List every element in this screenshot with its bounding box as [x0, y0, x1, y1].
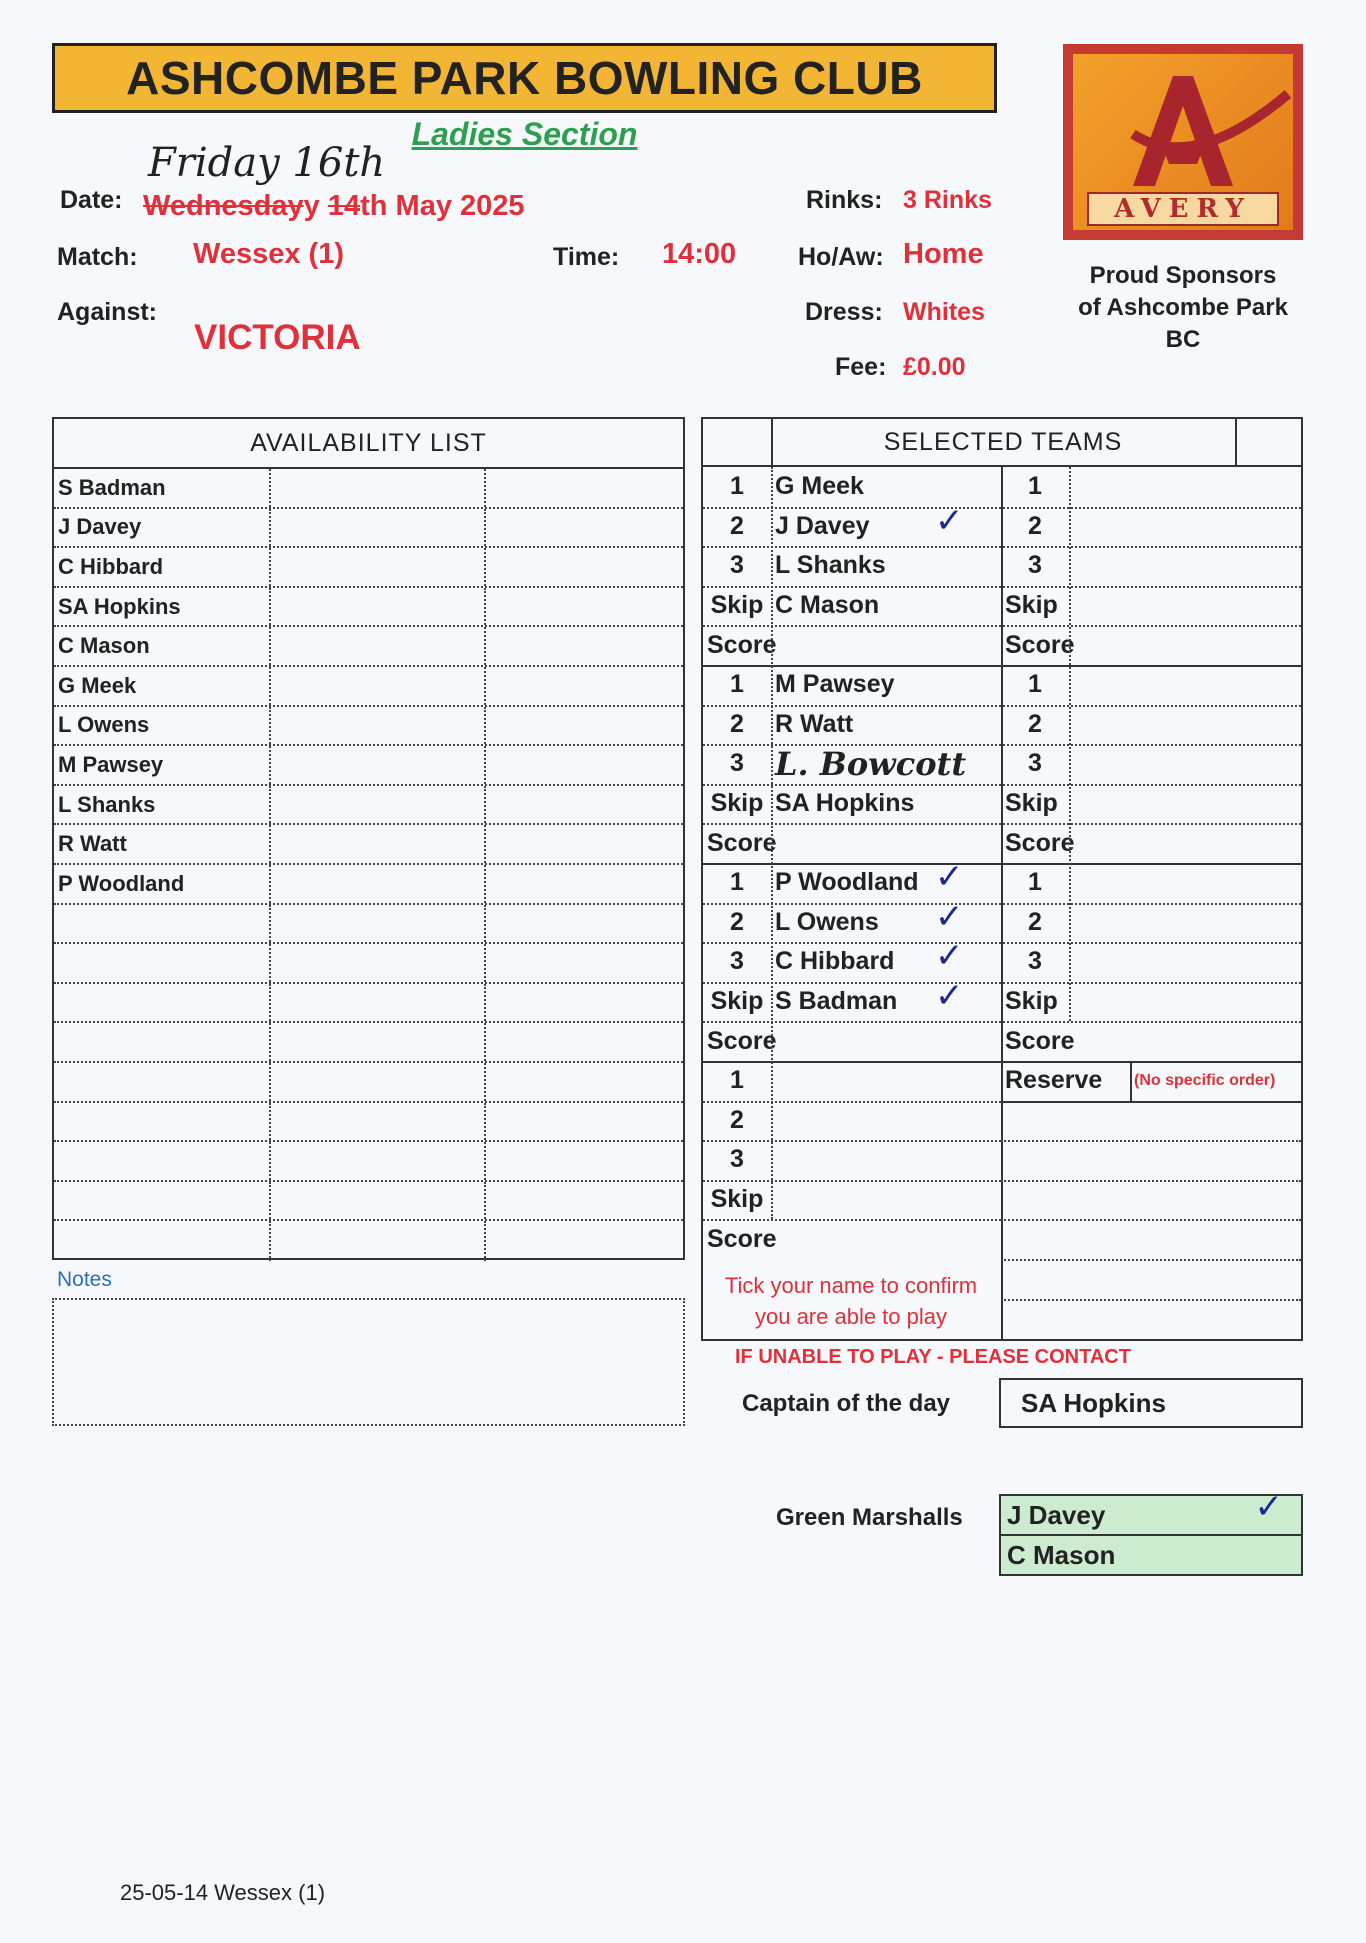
captain-label: Captain of the day — [742, 1390, 951, 1417]
availability-tick-cell[interactable] — [271, 865, 486, 903]
fee-value: £0.00 — [903, 353, 966, 381]
availability-tick-cell[interactable] — [486, 825, 683, 863]
availability-row — [54, 905, 683, 945]
date-struck-day: Wednesday — [143, 190, 304, 222]
sponsor-line-1: Proud Sponsors — [1089, 262, 1277, 289]
availability-name — [54, 905, 271, 943]
tick-mark-icon: ✓ — [935, 896, 964, 937]
availability-tick-cell[interactable] — [486, 469, 683, 507]
date-day-suffix: y — [303, 190, 320, 222]
tick-message — [701, 1270, 1001, 1332]
captain-value: SA Hopkins — [999, 1378, 1303, 1428]
time-value: 14:00 — [662, 238, 737, 270]
position-label: Skip — [1005, 591, 1058, 620]
availability-tick-cell[interactable] — [486, 707, 683, 745]
tick-mark-icon: ✓ — [935, 857, 964, 897]
date-rest: th May 2025 — [360, 190, 525, 222]
availability-tick-cell[interactable] — [271, 1023, 486, 1061]
position-label: Score — [707, 828, 777, 857]
availability-tick-cell[interactable] — [271, 627, 486, 665]
availability-row — [54, 1063, 683, 1103]
availability-tick-cell[interactable] — [271, 1063, 486, 1101]
green-marshalls-label: Green Marshalls — [776, 1504, 963, 1531]
position-label: 2 — [730, 1105, 744, 1134]
position-label: Skip — [710, 789, 764, 818]
position-label: Score — [1005, 828, 1075, 857]
availability-name: M Pawsey — [54, 746, 271, 784]
dress-label: Dress: — [805, 298, 883, 326]
position-label: Skip — [710, 987, 764, 1016]
selected-heading: SELECTED TEAMS — [883, 428, 1123, 456]
against-label: Against: — [57, 298, 157, 326]
reserve-note: (No specific order) — [1134, 1071, 1276, 1089]
tick-mark-icon: ✓ — [935, 936, 964, 977]
player-name: L Owens — [775, 907, 879, 936]
player-name — [775, 1061, 1001, 1101]
position-label: 3 — [730, 749, 744, 778]
position-label: 2 — [1028, 709, 1042, 738]
availability-name: L Shanks — [54, 786, 271, 824]
availability-name: C Mason — [54, 627, 271, 665]
availability-tick-cell[interactable] — [486, 509, 683, 547]
position-label: 1 — [730, 868, 744, 897]
position-label: 1 — [1028, 472, 1042, 501]
availability-tick-cell[interactable] — [271, 984, 486, 1022]
date-handwritten: Friday 16th — [148, 140, 386, 186]
against-value: VICTORIA — [194, 318, 361, 357]
availability-tick-cell[interactable] — [486, 548, 683, 586]
position-label: 2 — [730, 907, 744, 936]
sponsor-line-2: of Ashcombe Park — [1078, 294, 1288, 321]
availability-tick-cell[interactable] — [486, 1063, 683, 1101]
availability-row — [54, 588, 683, 628]
availability-row — [54, 509, 683, 549]
player-name: SA Hopkins — [775, 789, 915, 818]
position-label: 1 — [730, 472, 744, 501]
match-label: Match: — [57, 243, 138, 271]
player-name: L Shanks — [775, 551, 886, 580]
section-title: Ladies Section — [411, 116, 638, 152]
availability-name — [54, 1023, 271, 1061]
tick-message-line-1: Tick your name to confirm — [724, 1273, 978, 1298]
position-label: 1 — [730, 1066, 744, 1095]
availability-name — [54, 1182, 271, 1220]
player-name — [775, 1101, 1001, 1141]
availability-row — [54, 627, 683, 667]
availability-row — [54, 1142, 683, 1182]
position-label: Skip — [710, 591, 764, 620]
availability-name — [54, 1103, 271, 1141]
tick-mark-icon: ✓ — [935, 975, 964, 1016]
position-label: 1 — [730, 670, 744, 699]
time-label: Time: — [553, 243, 620, 271]
player-name — [775, 1180, 1001, 1220]
availability-tick-cell[interactable] — [486, 905, 683, 943]
player-name: S Badman — [775, 987, 898, 1016]
availability-row — [54, 825, 683, 865]
match-value: Wessex (1) — [193, 238, 344, 270]
availability-tick-cell[interactable] — [486, 944, 683, 982]
availability-tick-cell[interactable] — [271, 944, 486, 982]
availability-name — [54, 1142, 271, 1180]
availability-heading: AVAILABILITY LIST — [54, 419, 683, 469]
availability-row — [54, 984, 683, 1024]
availability-tick-cell[interactable] — [486, 984, 683, 1022]
sponsor-logo — [1063, 44, 1303, 240]
availability-tick-cell[interactable] — [271, 469, 486, 507]
availability-name — [54, 1221, 271, 1261]
position-label: 1 — [1028, 868, 1042, 897]
availability-row — [54, 469, 683, 509]
player-name — [775, 1140, 1001, 1180]
position-label: 2 — [730, 511, 744, 540]
availability-tick-cell[interactable] — [486, 746, 683, 784]
position-label: Score — [707, 1026, 777, 1055]
availability-tick-cell[interactable] — [271, 1103, 486, 1141]
position-label: Score — [1005, 1026, 1075, 1055]
club-title: ASHCOMBE PARK BOWLING CLUB — [126, 52, 923, 104]
availability-row — [54, 548, 683, 588]
green-marshall-1-name: J Davey — [1007, 1500, 1106, 1530]
position-label: 2 — [1028, 511, 1042, 540]
position-label: 3 — [730, 551, 744, 580]
notes-box[interactable] — [52, 1298, 685, 1426]
position-label: 3 — [1028, 551, 1042, 580]
position-label: Score — [707, 630, 777, 659]
tick-message-line-2: you are able to play — [754, 1304, 948, 1329]
availability-tick-cell[interactable] — [271, 905, 486, 943]
green-marshall-2: C Mason — [999, 1534, 1303, 1576]
rinks-label: Rinks: — [806, 186, 883, 214]
date-label: Date: — [60, 186, 123, 214]
footer-ref: 25-05-14 Wessex (1) — [120, 1880, 326, 1905]
availability-tick-cell[interactable] — [271, 786, 486, 824]
availability-row — [54, 1103, 683, 1143]
club-title-bar — [52, 43, 997, 113]
date-printed — [143, 190, 525, 223]
reserve-label: Reserve — [1005, 1066, 1103, 1095]
availability-name: P Woodland — [54, 865, 271, 903]
availability-tick-cell[interactable] — [486, 588, 683, 626]
position-label: Score — [707, 1224, 777, 1253]
logo-word: AVERY — [1087, 192, 1279, 226]
position-label: 2 — [1028, 907, 1042, 936]
availability-tick-cell[interactable] — [486, 1182, 683, 1220]
availability-tick-cell[interactable] — [271, 667, 486, 705]
player-name: G Meek — [775, 472, 864, 501]
availability-rows — [54, 469, 683, 1261]
player-name: C Mason — [775, 591, 880, 620]
availability-name: C Hibbard — [54, 548, 271, 586]
player-name: P Woodland — [775, 868, 919, 897]
player-name: R Watt — [775, 709, 854, 738]
availability-tick-cell[interactable] — [271, 548, 486, 586]
sponsor-line-3: BC — [1165, 326, 1201, 353]
fee-label: Fee: — [835, 353, 887, 381]
availability-name — [54, 984, 271, 1022]
date-struck-num: 14 — [327, 190, 361, 222]
player-name: L. Bowcott — [775, 744, 967, 783]
availability-name: S Badman — [54, 469, 271, 507]
position-label: Skip — [1005, 987, 1058, 1016]
availability-name — [54, 944, 271, 982]
availability-tick-cell[interactable] — [486, 1221, 683, 1261]
availability-name — [54, 1063, 271, 1101]
availability-tick-cell[interactable] — [271, 746, 486, 784]
position-label: 2 — [730, 709, 744, 738]
position-label: Skip — [1005, 789, 1058, 818]
availability-tick-cell[interactable] — [271, 1221, 486, 1261]
tick-mark-icon: ✓ — [1254, 1487, 1283, 1527]
availability-tick-cell[interactable] — [271, 509, 486, 547]
availability-tick-cell[interactable] — [271, 707, 486, 745]
availability-tick-cell[interactable] — [486, 1103, 683, 1141]
selected-heading-row — [703, 419, 1301, 467]
availability-tick-cell[interactable] — [486, 786, 683, 824]
player-name: C Hibbard — [775, 947, 895, 976]
availability-row — [54, 707, 683, 747]
availability-name: SA Hopkins — [54, 588, 271, 626]
availability-tick-cell[interactable] — [271, 1142, 486, 1180]
unable-message: IF UNABLE TO PLAY - PLEASE CONTACT — [735, 1346, 1131, 1368]
availability-tick-cell[interactable] — [271, 1182, 486, 1220]
availability-name: G Meek — [54, 667, 271, 705]
player-name: J Davey — [775, 511, 870, 540]
selected-teams-table — [701, 417, 1303, 1341]
availability-table — [52, 417, 685, 1260]
availability-name: J Davey — [54, 509, 271, 547]
availability-tick-cell[interactable] — [486, 1023, 683, 1061]
availability-row — [54, 1182, 683, 1222]
availability-tick-cell[interactable] — [486, 627, 683, 665]
availability-row — [54, 746, 683, 786]
player-name: M Pawsey — [775, 670, 895, 699]
availability-row — [54, 667, 683, 707]
availability-row — [54, 786, 683, 826]
dress-value: Whites — [903, 298, 985, 326]
position-label: Score — [1005, 630, 1075, 659]
availability-tick-cell[interactable] — [486, 667, 683, 705]
availability-tick-cell[interactable] — [486, 1142, 683, 1180]
availability-tick-cell[interactable] — [271, 588, 486, 626]
availability-row — [54, 944, 683, 984]
availability-tick-cell[interactable] — [486, 865, 683, 903]
rinks-value: 3 Rinks — [903, 186, 992, 214]
availability-name: R Watt — [54, 825, 271, 863]
tick-mark-icon: ✓ — [935, 500, 964, 541]
notes-label: Notes — [57, 1268, 112, 1291]
position-label: 3 — [1028, 947, 1042, 976]
hoaw-label: Ho/Aw: — [798, 243, 884, 271]
position-label: 3 — [730, 947, 744, 976]
position-label: 3 — [730, 1145, 744, 1174]
position-label: Skip — [710, 1185, 764, 1214]
availability-row — [54, 1221, 683, 1261]
hoaw-value: Home — [903, 238, 984, 270]
availability-row — [54, 1023, 683, 1063]
availability-tick-cell[interactable] — [271, 825, 486, 863]
availability-name: L Owens — [54, 707, 271, 745]
position-label: 3 — [1028, 749, 1042, 778]
availability-row — [54, 865, 683, 905]
position-label: 1 — [1028, 670, 1042, 699]
green-marshall-1 — [999, 1487, 1303, 1536]
sponsor-text — [1063, 260, 1303, 356]
